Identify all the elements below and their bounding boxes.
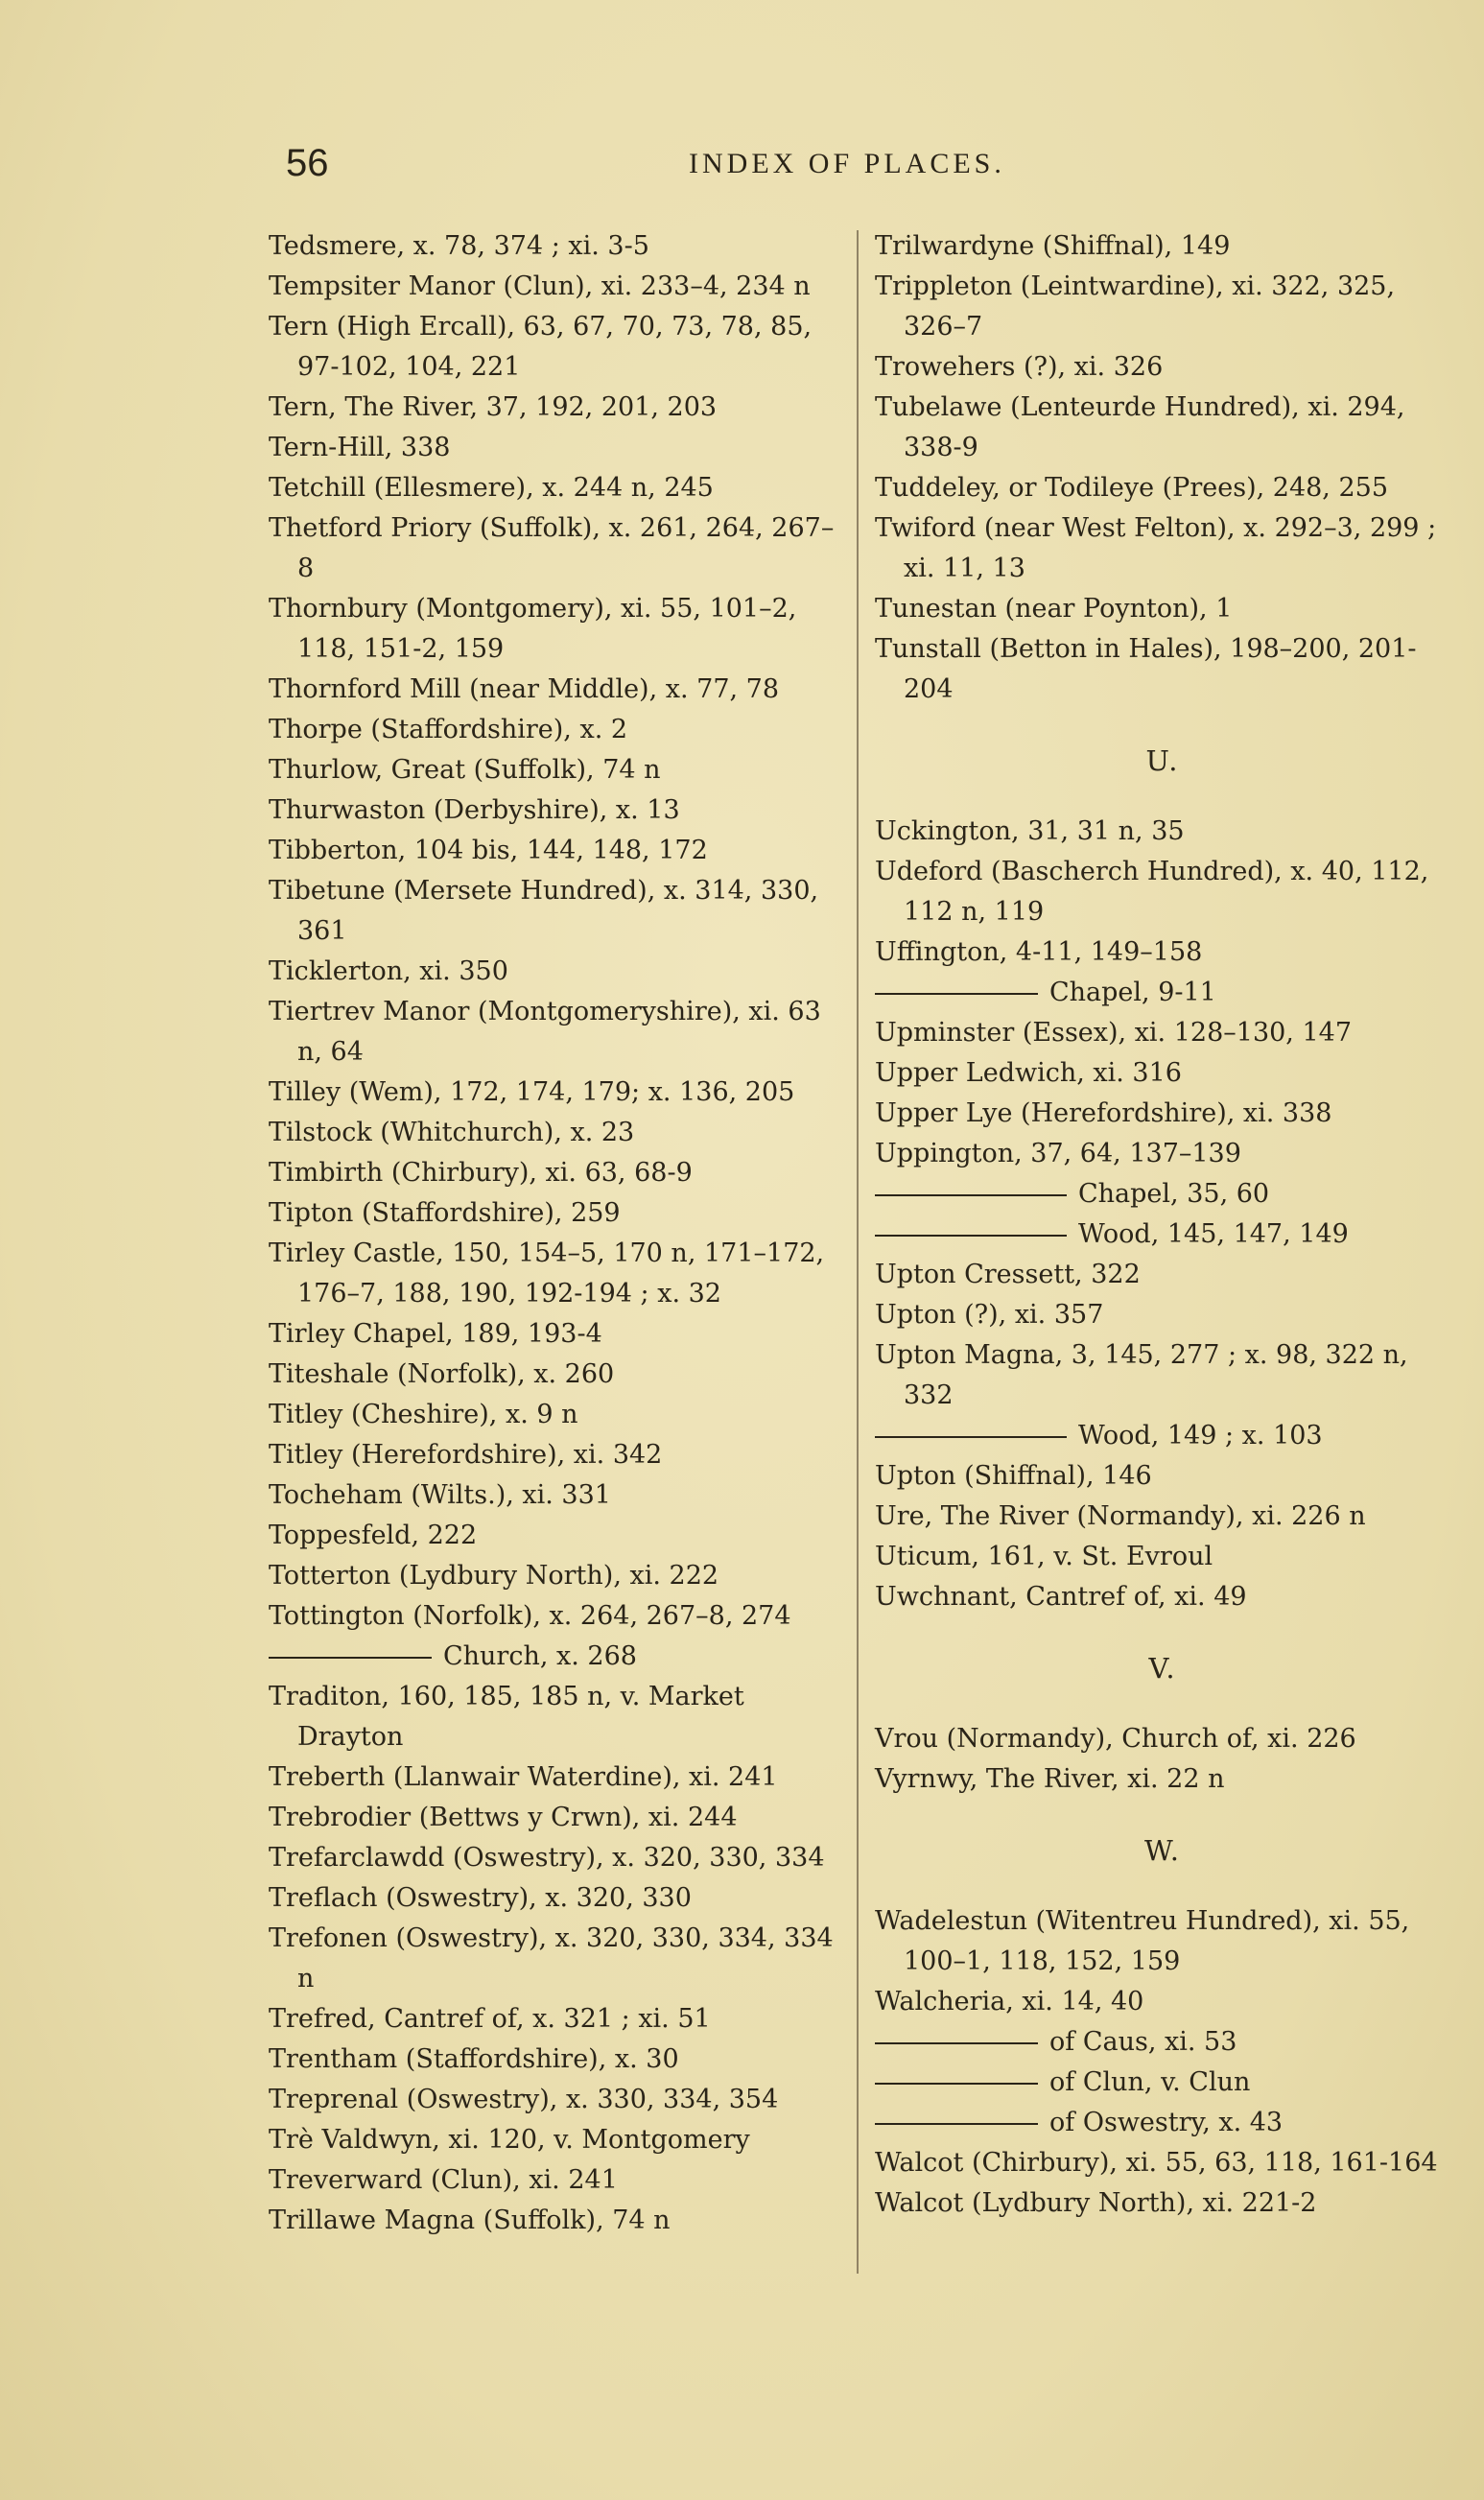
index-subentry bbox=[875, 2103, 1450, 2143]
index-entry: Thetford Priory (Suffolk), x. 261, 264, 267–8 bbox=[269, 513, 835, 583]
index-entry: Vrou (Normandy), Church of, xi. 226 bbox=[875, 1724, 1356, 1754]
column-divider bbox=[857, 230, 859, 2274]
subentry-text: Wood, 145, 147, 149 bbox=[1078, 1219, 1349, 1249]
index-entry: Titley (Herefordshire), xi. 342 bbox=[269, 1440, 663, 1470]
index-entry: Walcot (Lydbury North), xi. 221-2 bbox=[875, 2188, 1317, 2218]
index-subentry bbox=[875, 2063, 1450, 2103]
index-entry: Thornbury (Montgomery), xi. 55, 101–2, 118, 151-2, 159 bbox=[269, 594, 797, 664]
index-entry: Trilwardyne (Shiffnal), 149 bbox=[875, 231, 1231, 261]
subentry-text: of Clun, v. Clun bbox=[1049, 2067, 1251, 2097]
index-entry: Toppesfeld, 222 bbox=[269, 1521, 478, 1550]
index-subentry bbox=[875, 1215, 1450, 1255]
section-heading-w: W. bbox=[1144, 1834, 1181, 1867]
index-entry: Tiertrev Manor (Montgomeryshire), xi. 63 n, 64 bbox=[269, 997, 821, 1067]
index-entry: Tempsiter Manor (Clun), xi. 233–4, 234 n bbox=[269, 271, 811, 301]
index-entry: Thorpe (Staffordshire), x. 2 bbox=[269, 715, 628, 744]
index-entry: Trentham (Staffordshire), x. 30 bbox=[269, 2044, 679, 2074]
index-entry: Titeshale (Norfolk), x. 260 bbox=[269, 1359, 615, 1389]
index-entry: Traditon, 160, 185, 185 n, v. Market Drayton bbox=[269, 1682, 744, 1752]
index-subentry bbox=[875, 1174, 1450, 1215]
index-subentry bbox=[269, 1637, 844, 1677]
subentry-text: Wood, 149 ; x. 103 bbox=[1078, 1421, 1323, 1450]
index-entry: Uckington, 31, 31 n, 35 bbox=[875, 816, 1185, 846]
index-entry: Walcheria, xi. 14, 40 bbox=[875, 1987, 1144, 2017]
index-entry: Tipton (Staffordshire), 259 bbox=[269, 1198, 621, 1228]
page-header bbox=[0, 142, 1484, 190]
index-entry: Twiford (near West Felton), x. 292–3, 299 ; xi. 11, 13 bbox=[875, 513, 1437, 583]
ditto-dash bbox=[875, 1436, 1067, 1438]
subentry-text: Chapel, 35, 60 bbox=[1078, 1179, 1270, 1209]
index-entry: Tottington (Norfolk), x. 264, 267–8, 274 bbox=[269, 1601, 791, 1631]
index-entry: Tibetune (Mersete Hundred), x. 314, 330, 361 bbox=[269, 876, 819, 946]
index-entry: Tunstall (Betton in Hales), 198–200, 201-204 bbox=[875, 634, 1417, 704]
index-entry: Uppington, 37, 64, 137–139 bbox=[875, 1139, 1241, 1168]
index-entry: Wadelestun (Witentreu Hundred), xi. 55, 100–1, 118, 152, 159 bbox=[875, 1906, 1410, 1976]
index-entry: Thurlow, Great (Suffolk), 74 n bbox=[269, 755, 661, 785]
index-entry: Upton Magna, 3, 145, 277 ; x. 98, 322 n, 332 bbox=[875, 1340, 1408, 1410]
index-entry: Treprenal (Oswestry), x. 330, 334, 354 bbox=[269, 2085, 779, 2114]
ditto-dash bbox=[875, 2042, 1038, 2044]
index-entry: Tunestan (near Poynton), 1 bbox=[875, 594, 1233, 624]
left-column bbox=[269, 226, 844, 2241]
index-entry: Upton Cressett, 322 bbox=[875, 1260, 1141, 1289]
ditto-dash bbox=[875, 993, 1038, 995]
index-entry: Trefarclawdd (Oswestry), x. 320, 330, 334 bbox=[269, 1843, 825, 1873]
right-column bbox=[875, 226, 1450, 2224]
index-entry: Trillawe Magna (Suffolk), 74 n bbox=[269, 2205, 671, 2235]
index-entry: Udeford (Bascherch Hundred), x. 40, 112, 112 n, 119 bbox=[875, 857, 1429, 927]
index-entry: Treverward (Clun), xi. 241 bbox=[269, 2165, 618, 2195]
index-entry: Upton (Shiffnal), 146 bbox=[875, 1461, 1152, 1491]
index-subentry bbox=[875, 2022, 1450, 2063]
index-entry: Tirley Chapel, 189, 193-4 bbox=[269, 1319, 602, 1349]
index-entry: Thurwaston (Derbyshire), x. 13 bbox=[269, 795, 680, 825]
index-entry: Thornford Mill (near Middle), x. 77, 78 bbox=[269, 674, 780, 704]
index-entry: Trefonen (Oswestry), x. 320, 330, 334, 334 n bbox=[269, 1923, 834, 1993]
index-entry: Treflach (Oswestry), x. 320, 330 bbox=[269, 1883, 692, 1913]
subentry-text: of Oswestry, x. 43 bbox=[1049, 2108, 1284, 2137]
index-entry: Vyrnwy, The River, xi. 22 n bbox=[875, 1764, 1225, 1794]
index-entry: Trowehers (?), xi. 326 bbox=[875, 352, 1164, 382]
index-entry: Tedsmere, x. 78, 374 ; xi. 3-5 bbox=[269, 231, 649, 261]
index-entry: Tuddeley, or Todileye (Prees), 248, 255 bbox=[875, 473, 1389, 503]
index-subentry bbox=[875, 973, 1450, 1013]
index-entry: Tibberton, 104 bis, 144, 148, 172 bbox=[269, 836, 708, 865]
index-entry: Tilstock (Whitchurch), x. 23 bbox=[269, 1118, 635, 1147]
index-entry: Trè Valdwyn, xi. 120, v. Montgomery bbox=[269, 2125, 750, 2155]
index-entry: Tirley Castle, 150, 154–5, 170 n, 171–172, 176–7, 188, 190, 192-194 ; x. 32 bbox=[269, 1238, 825, 1309]
index-entry: Tocheham (Wilts.), xi. 331 bbox=[269, 1480, 611, 1510]
index-entry: Tetchill (Ellesmere), x. 244 n, 245 bbox=[269, 473, 714, 503]
index-entry: Trebrodier (Bettws y Crwn), xi. 244 bbox=[269, 1803, 738, 1832]
index-entry: Ticklerton, xi. 350 bbox=[269, 956, 508, 986]
index-entry: Trefred, Cantref of, x. 321 ; xi. 51 bbox=[269, 2004, 711, 2034]
section-heading-v: V. bbox=[1148, 1652, 1177, 1685]
section-heading-u: U. bbox=[1145, 744, 1180, 777]
subentry-text: of Caus, xi. 53 bbox=[1049, 2027, 1237, 2057]
index-entry: Tern, The River, 37, 192, 201, 203 bbox=[269, 392, 718, 422]
index-entry: Treberth (Llanwair Waterdine), xi. 241 bbox=[269, 1762, 778, 1792]
page-number: 56 bbox=[286, 142, 329, 184]
index-subentry bbox=[875, 1416, 1450, 1456]
index-entry: Ure, The River (Normandy), xi. 226 n bbox=[875, 1501, 1366, 1531]
index-entry: Uwchnant, Cantref of, xi. 49 bbox=[875, 1582, 1247, 1612]
index-entry: Timbirth (Chirbury), xi. 63, 68-9 bbox=[269, 1158, 693, 1188]
index-entry: Uticum, 161, v. St. Evroul bbox=[875, 1542, 1213, 1571]
index-entry: Upper Lye (Herefordshire), xi. 338 bbox=[875, 1098, 1332, 1128]
ditto-dash bbox=[269, 1657, 432, 1659]
index-entry: Upper Ledwich, xi. 316 bbox=[875, 1058, 1182, 1088]
index-entry: Tern (High Ercall), 63, 67, 70, 73, 78, 85, 97-102, 104, 221 bbox=[269, 312, 813, 382]
subentry-text: Chapel, 9-11 bbox=[1049, 978, 1216, 1007]
index-entry: Totterton (Lydbury North), xi. 222 bbox=[269, 1561, 719, 1591]
index-entry: Trippleton (Leintwardine), xi. 322, 325, 326–7 bbox=[875, 271, 1396, 342]
index-entry: Titley (Cheshire), x. 9 n bbox=[269, 1400, 578, 1429]
ditto-dash bbox=[875, 1235, 1067, 1237]
index-entry: Tubelawe (Lenteurde Hundred), xi. 294, 338-9 bbox=[875, 392, 1405, 462]
index-entry: Upminster (Essex), xi. 128–130, 147 bbox=[875, 1018, 1352, 1048]
ditto-dash bbox=[875, 2123, 1038, 2125]
index-entry: Tern-Hill, 338 bbox=[269, 433, 451, 462]
index-entry: Upton (?), xi. 357 bbox=[875, 1300, 1104, 1330]
index-entry: Tilley (Wem), 172, 174, 179; x. 136, 205 bbox=[269, 1077, 795, 1107]
ditto-dash bbox=[875, 2083, 1038, 2085]
index-entry: Walcot (Chirbury), xi. 55, 63, 118, 161-164 bbox=[875, 2148, 1438, 2178]
subentry-text: Church, x. 268 bbox=[443, 1641, 637, 1671]
page-title: INDEX OF PLACES. bbox=[689, 148, 1005, 179]
ditto-dash bbox=[875, 1194, 1067, 1196]
index-entry: Uffington, 4-11, 149–158 bbox=[875, 937, 1203, 967]
